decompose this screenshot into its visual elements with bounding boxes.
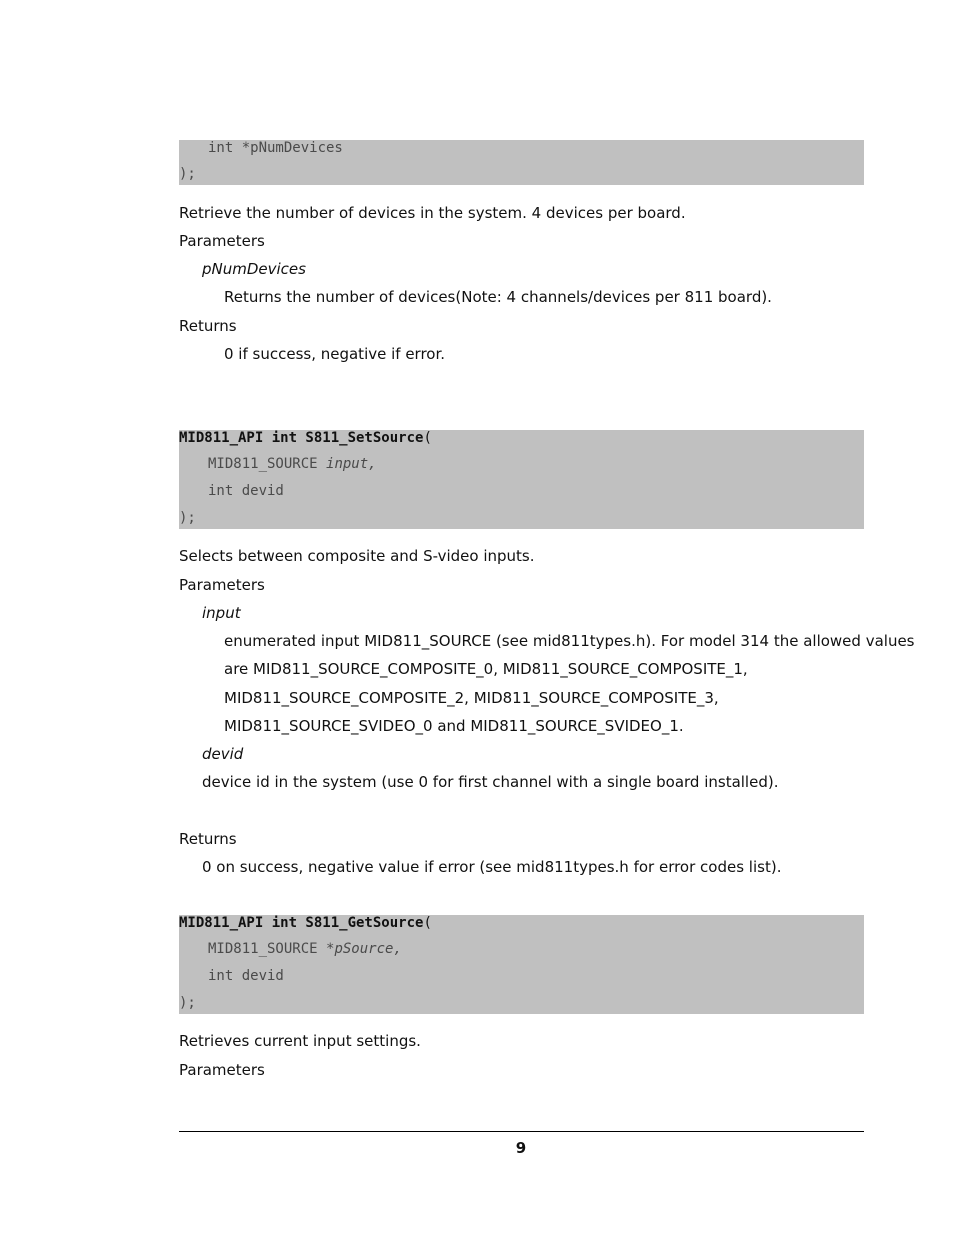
open-paren: (	[423, 915, 432, 931]
code-close-line: );	[179, 995, 196, 1011]
function-description: Retrieve the number of devices in the system. 4 devices per board.	[179, 204, 686, 222]
code-param-line: int devid	[208, 968, 284, 984]
parameters-heading: Parameters	[179, 1061, 265, 1079]
function-description: Retrieves current input settings.	[179, 1032, 421, 1050]
parameter-name: input	[202, 604, 241, 622]
returns-description: 0 on success, negative value if error (see mid811types.h for error codes list).	[202, 858, 782, 876]
parameter-description-line: MID811_SOURCE_COMPOSITE_2, MID811_SOURCE_COMPOSITE_3,	[224, 689, 719, 707]
function-description: Selects between composite and S-video inputs.	[179, 547, 535, 565]
page-number: 9	[515, 1139, 527, 1157]
code-block-set-source	[179, 430, 864, 529]
code-block-get-num-devices	[179, 140, 864, 185]
parameter-description: device id in the system (use 0 for first channel with a single board installed).	[202, 773, 779, 791]
function-signature: MID811_API int S811_SetSource	[179, 430, 424, 446]
parameter-description-line: enumerated input MID811_SOURCE (see mid811types.h). For model 314 the allowed values	[224, 632, 915, 650]
code-param-line: int *pNumDevices	[208, 140, 343, 156]
code-param-line	[208, 451, 377, 478]
parameters-heading: Parameters	[179, 576, 265, 594]
code-param-line: int devid	[208, 483, 284, 499]
code-block-get-source	[179, 915, 864, 1014]
parameters-heading: Parameters	[179, 232, 265, 250]
code-close-line: );	[179, 510, 196, 526]
parameter-name: pNumDevices	[202, 260, 306, 278]
parameter-description-line: MID811_SOURCE_SVIDEO_0 and MID811_SOURCE_SVIDEO_1.	[224, 717, 684, 735]
param-name: input,	[326, 456, 377, 472]
code-close-line: );	[179, 166, 196, 182]
returns-heading: Returns	[179, 317, 237, 335]
code-param-line	[208, 936, 402, 963]
param-type: MID811_SOURCE	[208, 456, 327, 472]
param-type: MID811_SOURCE *	[208, 941, 335, 957]
footer-rule	[179, 1131, 864, 1132]
param-name: pSource,	[334, 941, 402, 957]
parameter-description: Returns the number of devices(Note: 4 channels/devices per 811 board).	[224, 288, 772, 306]
code-signature-line	[179, 425, 432, 452]
open-paren: (	[423, 430, 432, 446]
code-signature-line	[179, 910, 432, 937]
function-signature: MID811_API int S811_GetSource	[179, 915, 424, 931]
parameter-name: devid	[202, 745, 244, 763]
parameter-description-line: are MID811_SOURCE_COMPOSITE_0, MID811_SOURCE_COMPOSITE_1,	[224, 660, 748, 678]
returns-heading: Returns	[179, 830, 237, 848]
returns-description: 0 if success, negative if error.	[224, 345, 446, 363]
